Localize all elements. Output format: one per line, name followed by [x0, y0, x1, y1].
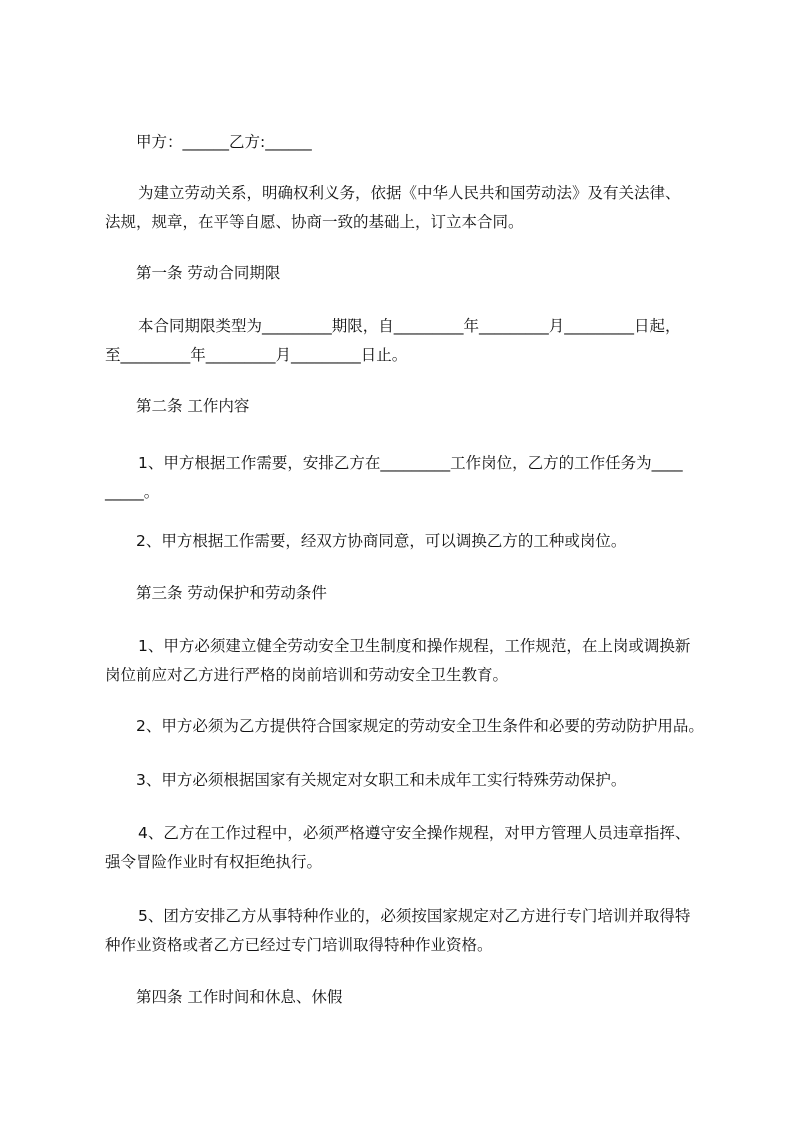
- preamble-line-2: 法规，规章，在平等自愿、协商一致的基础上，订立本合同。: [105, 213, 524, 231]
- article4-heading: 第四条 工作时间和休息、休假: [136, 988, 343, 1006]
- parties-line: 甲方：______乙方:______: [136, 133, 312, 151]
- article1-paragraph-line-2: 至_________年_________月_________日止。: [105, 346, 408, 364]
- article3-item4-line-1: 4、乙方在工作过程中，必须严格遵守安全操作规程，对甲方管理人员违章指挥、: [138, 824, 691, 842]
- article3-item2: 2、甲方必须为乙方提供符合国家规定的劳动安全卫生条件和必要的劳动防护用品。: [136, 717, 704, 735]
- preamble-line-1: 为建立劳动关系，明确权利义务，依据《中华人民共和国劳动法》及有关法律、: [138, 184, 681, 202]
- article1-heading: 第一条 劳动合同期限: [136, 264, 281, 282]
- article3-item4-line-2: 强令冒险作业时有权拒绝执行。: [105, 853, 323, 871]
- article3-item1-line-1: 1、甲方必须建立健全劳动安全卫生制度和操作规程，工作规范，在上岗或调换新: [138, 637, 691, 655]
- article3-item5-line-2: 种作业资格或者乙方已经过专门培训取得特种作业资格。: [105, 936, 493, 954]
- article3-heading: 第三条 劳动保护和劳动条件: [136, 584, 327, 602]
- article3-item1-line-2: 岗位前应对乙方进行严格的岗前培训和劳动安全卫生教育。: [105, 666, 509, 684]
- article3-item3: 3、甲方必须根据国家有关规定对女职工和未成年工实行特殊劳动保护。: [136, 771, 627, 789]
- article2-item2: 2、甲方根据工作需要，经双方协商同意，可以调换乙方的工种或岗位。: [136, 532, 627, 550]
- article1-paragraph-line-1: 本合同期限类型为_________期限，自_________年_________月_________日起，: [138, 317, 681, 335]
- article2-item1-line-2: _____。: [105, 483, 160, 501]
- article2-heading: 第二条 工作内容: [136, 397, 250, 415]
- article2-item1-line-1: 1、甲方根据工作需要，安排乙方在_________工作岗位，乙方的工作任务为____: [138, 454, 683, 472]
- article3-item5-line-1: 5、团方安排乙方从事特种作业的，必须按国家规定对乙方进行专门培训并取得特: [138, 907, 691, 925]
